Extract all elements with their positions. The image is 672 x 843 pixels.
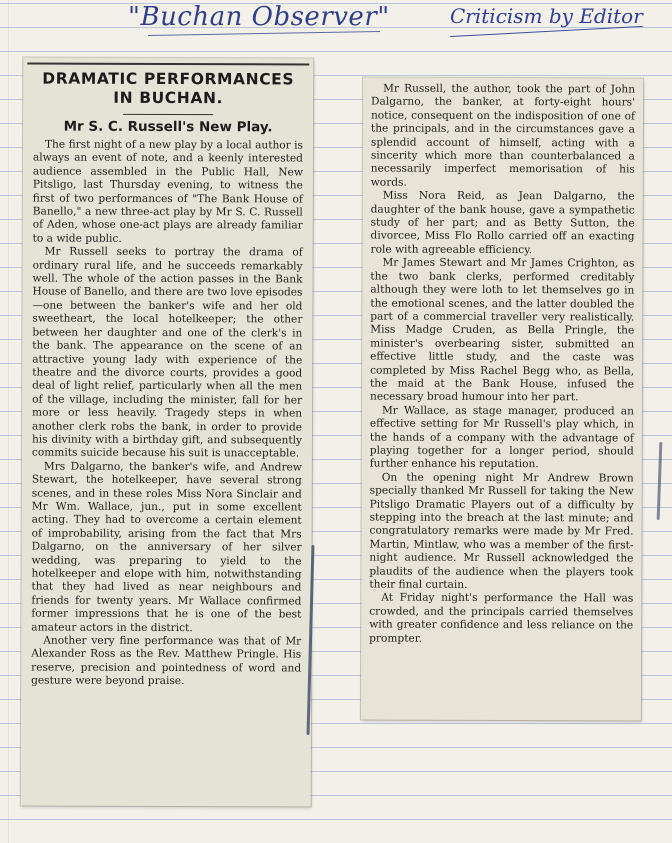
article-paragraph: At Friday night's performance the Hall was crowded, and the principals carried themselves with greater confidence and less reliance on the prompter. xyxy=(369,592,634,645)
article-paragraph: Mrs Dalgarno, the banker's wife, and Andrew Stewart, the hotelkeeper, have several strong scenes, and in these roles Miss Nora Sinclair and Mr Wm. Wallace, jun., put in some excellent acting. They had to overcome a certain element of improbability, arising from the fact that Mrs Dalgarno, on the anniversary of her silver wedding, was preparing to yield to the hotelkeeper and elope with him, notwithstanding that they had lived as near neighbours and friends for twenty years. Mr Wallace confirmed former impressions that he is one of the best amateur actors in the district. xyxy=(31,460,302,634)
handwritten-editor-note: Criticism by Editor xyxy=(450,4,643,28)
article-paragraph: The first night of a new play by a local author is always an event of note, and a keenly interested audience assembled in the Public Hall, New Pitsligo, last Thursday evening, to witness the first of two performances of "The Bank House of Banello," a new three-act play by Mr S. C. Russell of Aden, whose one-act plays are already familiar to a wide public. xyxy=(32,138,304,245)
pencil-margin-mark xyxy=(657,442,663,520)
article-paragraph: On the opening night Mr Andrew Brown specially thanked Mr Russell for taking the New Pitsligo Dramatic Players out of a difficulty by stepping into the breach at the last minute; and congratulatory remarks were made by Mr Fred. Martin, Mintlaw, who was a member of the first-night audience. Mr Russell acknowledged the plaudits of the audience when the players took their final curtain. xyxy=(369,471,634,591)
article-headline xyxy=(33,70,303,109)
article-paragraph: Mr James Stewart and Mr James Crighton, as the two bank clerks, performed creditably although they were loth to let themselves go in the emotional scenes, and the latter doubled the part of a commercial traveller very realistically. Miss Madge Cruden, as Bella Pringle, the minister's overbearing sister, submitted an effective little study, and the caste was completed by Miss Rachel Begg who, as Bella, the maid at the Bank House, infused the necessary broad humour into her part. xyxy=(369,256,635,404)
headline-divider xyxy=(123,114,213,115)
article-paragraph: Mr Russell seeks to portray the drama of ordinary rural life, and he succeeds remarkably well. The whole of the action passes in the Bank House of Banello, and there are two love episodes—one between the banker's wife and her old sweetheart, the local hotelkeeper; the other between her daughter and one of the clerk's in the bank. The appearance on the scene of an attractive young lady with experience of the theatre and the divorce courts, provides a good deal of light relief, particularly when all the men of the village, including the minister, fall for her more or less heavily. Tragedy steps in when another clerk robs the bank, in order to provide his divinity with a birthday gift, and subsequently commits suicide because his suit is unacceptable. xyxy=(31,245,303,460)
clipping-left-column xyxy=(21,57,314,806)
article-paragraph: Mr Wallace, as stage manager, produced an effective setting for Mr Russell's play which, in the hands of a company with the advantage of playing together for a longer period, should further enhance his reputation. xyxy=(369,404,634,471)
headline-line-1: DRAMATIC PERFORMANCES xyxy=(42,69,295,89)
article-paragraph: Miss Nora Reid, as Jean Dalgarno, the daughter of the bank house, gave a sympathetic study of her part; and as Betty Sutton, the divorcee, Miss Flo Rollo carried off an exacting role with agreeable efficiency. xyxy=(370,189,635,256)
article-subhead: Mr S. C. Russell's New Play. xyxy=(63,118,273,136)
article-paragraph: Another very fine performance was that of Mr Alexander Ross as the Rev. Matthew Pringle. His reserve, precision and pointedness of word and gesture were beyond praise. xyxy=(31,634,302,688)
headline-line-2: IN BUCHAN. xyxy=(113,88,224,108)
article-paragraph: Mr Russell, the author, took the part of John Dalgarno, the banker, at forty-eight hours' notice, consequent on the indisposition of one of the principals, and in the circumstances gave a splendid account of himself, acting with a sincerity which more than counterbalanced a necessarily imperfect memorisation of his words. xyxy=(370,82,636,189)
handwritten-source-note: "Buchan Observer" xyxy=(128,2,390,32)
clipping-right-column xyxy=(361,78,643,721)
